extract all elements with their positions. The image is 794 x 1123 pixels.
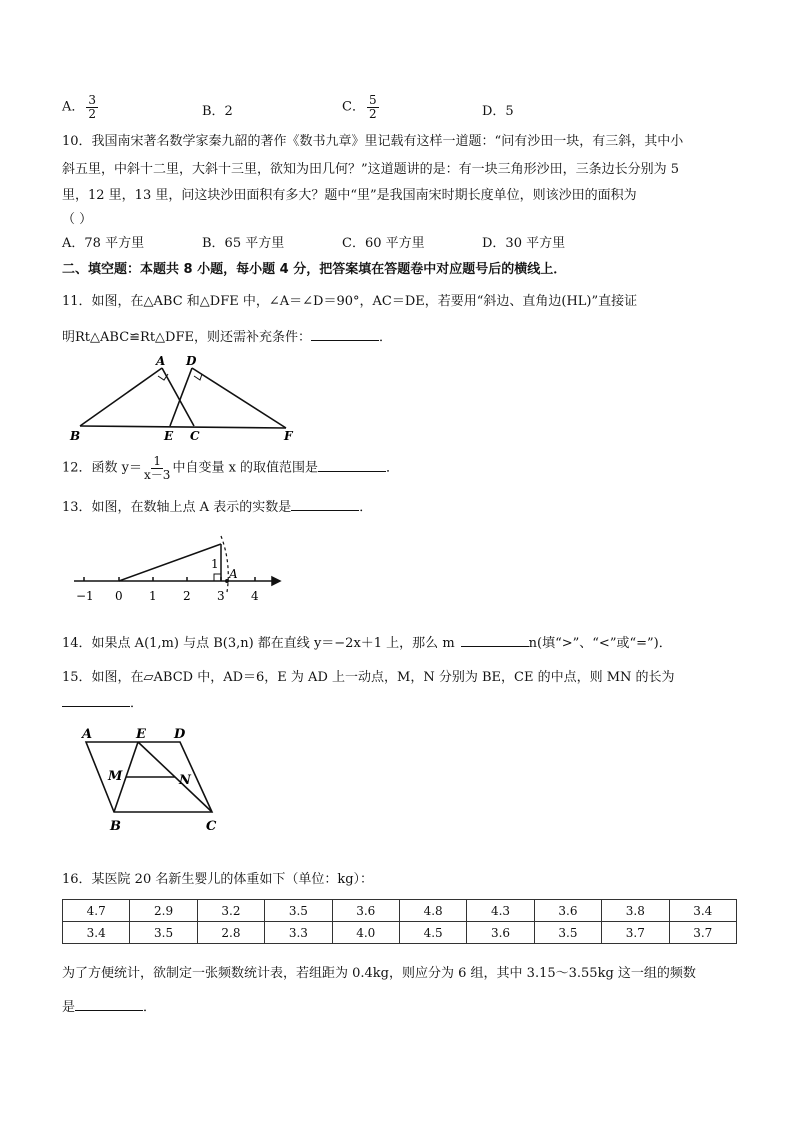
q11-line2: 明Rt△ABC≌Rt△DFE，则还需补充条件： ． <box>62 330 392 345</box>
tick-label: 2 <box>183 589 191 603</box>
label-b: B <box>110 819 121 834</box>
answer-blank[interactable] <box>311 328 379 341</box>
q9-option-c: C． $\frac{5}{2}$ <box>342 93 377 121</box>
q10-line1: 10．我国南宋著名数学家秦九韶的著作《数书九章》里记载有这样一道题：“问有沙田一块，有三斜，其中小 <box>62 134 684 149</box>
fraction: $\frac{1}{x-3}$ <box>144 454 171 482</box>
answer-blank[interactable] <box>62 694 130 707</box>
q11-triangle-figure <box>66 352 306 444</box>
q12-line: 12．函数 y＝ $\frac{1}{x-3}$ 中自变量 x 的取值范围是 ． <box>62 454 400 482</box>
table-row: 4.7 2.9 3.2 3.5 3.6 4.8 4.3 3.6 3.8 3.4 <box>63 900 737 922</box>
height-label: 1 <box>211 557 219 571</box>
q15-parallelogram-figure <box>66 718 266 848</box>
label-e: E <box>136 727 146 742</box>
tick-label: 1 <box>149 589 157 603</box>
label-b: B <box>70 429 81 443</box>
q14-line: 14．如果点 A(1,m) 与点 B(3,n) 都在直线 y＝−2x＋1 上，那么 m n(填“>”、“<”或“=”)． <box>62 636 672 651</box>
q13-line: 13．如图，在数轴上点 A 表示的实数是 ． <box>62 500 373 515</box>
axis-arrow-icon <box>272 577 280 585</box>
segment-bf <box>80 426 286 428</box>
q9-options <box>62 90 622 126</box>
answer-blank[interactable] <box>461 634 529 647</box>
q9-option-b: B．2 <box>202 104 233 119</box>
q10-line3: 里，12 里，13 里，问这块沙田面积有多大？题中“里”是我国南宋时期长度单位，则该沙田的面积为 <box>62 188 637 203</box>
segment-df <box>192 368 286 428</box>
q10-option-d: D．30 平方里 <box>482 236 566 251</box>
tick-label: 3 <box>217 589 225 603</box>
point-a-label: A <box>229 567 238 581</box>
fraction: $\frac{3}{2}$ <box>88 93 97 121</box>
compass-arc <box>221 536 228 592</box>
q10-option-b: B．65 平方里 <box>202 236 285 251</box>
label-n: N <box>179 773 191 788</box>
answer-blank[interactable] <box>318 459 386 472</box>
right-angle-mark <box>214 574 221 581</box>
tick-label: 4 <box>251 589 259 603</box>
q10-option-c: C．60 平方里 <box>342 236 425 251</box>
q16-line3: 是 ． <box>62 1000 157 1015</box>
label-a: A <box>82 727 93 742</box>
table-row: 3.4 3.5 2.8 3.3 4.0 4.5 3.6 3.5 3.7 3.7 <box>63 922 737 944</box>
answer-blank[interactable] <box>291 498 359 511</box>
hypotenuse <box>119 544 221 581</box>
label-d: D <box>174 727 186 742</box>
label-c: C <box>190 429 200 443</box>
q11-line1: 11．如图，在△ABC 和△DFE 中，∠A＝∠D＝90°，AC＝DE，若要用“斜边、直角边(HL)”直接证 <box>62 294 638 309</box>
right-angle-mark-d <box>194 374 202 380</box>
q10-paren: （ ） <box>62 212 93 227</box>
q16-line1: 16．某医院 20 名新生婴儿的体重如下（单位：kg）： <box>62 872 374 887</box>
q15-line1: 15．如图，在▱ABCD 中，AD＝6，E 为 AD 上一动点，M，N 分别为 BE，CE 的中点，则 MN 的长为 <box>62 670 675 685</box>
q10-line2: 斜五里，中斜十二里，大斜十三里，欲知为田几何？”这道题讲的是：有一块三角形沙田，三条边长分别为 5 <box>62 162 680 177</box>
q16-line2: 为了方便统计，欲制定一张频数统计表，若组距为 0.4kg，则应分为 6 组，其中 3.15～3.55kg 这一组的频数 <box>62 966 696 981</box>
tick-label: 0 <box>115 589 123 603</box>
q10-option-a: A．78 平方里 <box>62 236 145 251</box>
tick-label: −1 <box>76 589 94 603</box>
q13-number-line-figure <box>66 522 286 608</box>
section-heading: 二、填空题：本题共 8 小题，每小题 4 分，把答案填在答题卷中对应题号后的横线上． <box>62 262 567 277</box>
label-f: F <box>284 429 293 443</box>
fraction: $\frac{5}{2}$ <box>368 93 377 121</box>
answer-blank[interactable] <box>75 998 143 1011</box>
segment-ab <box>80 368 162 426</box>
label-a: A <box>156 354 166 368</box>
q9-option-a: A． $\frac{3}{2}$ <box>62 93 97 121</box>
weight-table <box>62 899 737 944</box>
q9-option-d: D．5 <box>482 104 514 119</box>
label-e: E <box>164 429 174 443</box>
label-m: M <box>108 769 123 784</box>
label-d: D <box>186 354 197 368</box>
label-c: C <box>206 819 217 834</box>
q15-line2: ． <box>62 692 143 711</box>
